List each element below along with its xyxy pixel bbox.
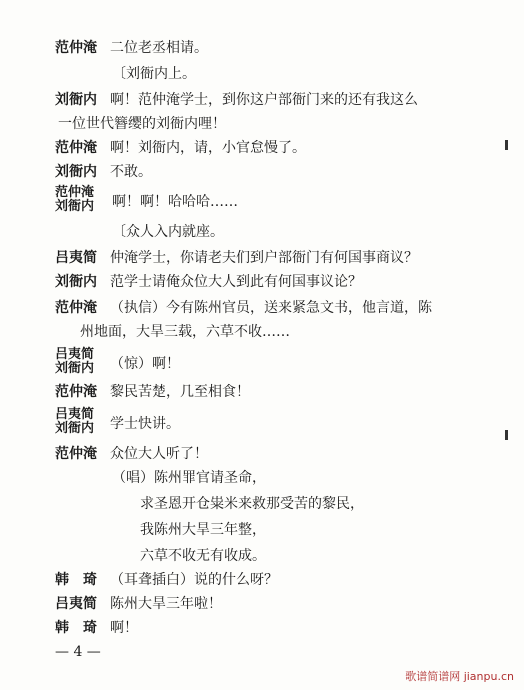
stage-direction: 〔众人入内就座。 bbox=[112, 224, 224, 240]
speaker-label: 刘衙内 bbox=[55, 274, 97, 290]
scan-speck bbox=[505, 140, 508, 150]
lyric-line: 求圣恩开仓粜米来救那受苦的黎民， bbox=[140, 496, 364, 512]
speaker-label: 吕夷简 bbox=[55, 596, 97, 612]
speaker-label: 刘衙内 bbox=[55, 199, 95, 214]
dialogue-text: 众位大人听了！ bbox=[110, 446, 208, 462]
speaker-label: 韩 琦 bbox=[55, 620, 97, 636]
dialogue-text: 学士快讲。 bbox=[110, 416, 180, 432]
dialogue-text: 不敢。 bbox=[110, 164, 152, 180]
dialogue-text: 啊！啊！哈哈哈…… bbox=[112, 194, 238, 210]
dialogue-text: 啊！刘衙内，请，小官怠慢了。 bbox=[110, 140, 306, 156]
lyric-line: 我陈州大旱三年整， bbox=[140, 522, 266, 538]
dialogue-text: 啊！范仲淹学士，到你这户部衙门来的还有我这么 bbox=[110, 92, 418, 108]
speaker-label: 吕夷简 bbox=[55, 250, 97, 266]
dialogue-text: 啊！ bbox=[110, 620, 138, 636]
dialogue-text: 仲淹学士，你请老夫们到户部衙门有何国事商议？ bbox=[110, 250, 418, 266]
speaker-label: 范仲淹 bbox=[55, 185, 95, 200]
speaker-group bbox=[55, 408, 94, 436]
stage-direction: 〔刘衙内上。 bbox=[112, 66, 196, 82]
speaker-label: 刘衙内 bbox=[55, 164, 97, 180]
dialogue-text: （惊）啊！ bbox=[110, 356, 180, 372]
speaker-label: 吕夷简 bbox=[55, 347, 95, 362]
speaker-label: 范仲淹 bbox=[55, 300, 97, 316]
speaker-label: 刘衙内 bbox=[55, 361, 95, 376]
dialogue-text: （执信）今有陈州官员，送来紧急文书，他言道，陈 bbox=[110, 300, 432, 316]
dialogue-continuation: 一位世代簪缨的刘衙内哩！ bbox=[58, 116, 226, 132]
dialogue-text: 范学士请俺众位大人到此有何国事议论？ bbox=[110, 274, 362, 290]
lyric-line: 六草不收无有收成。 bbox=[140, 548, 266, 564]
speaker-label: 范仲淹 bbox=[55, 40, 97, 56]
speaker-group bbox=[55, 348, 94, 376]
speaker-label: 范仲淹 bbox=[55, 384, 97, 400]
speaker-label: 范仲淹 bbox=[55, 140, 97, 156]
dialogue-text: （耳聋插白）说的什么呀？ bbox=[110, 572, 278, 588]
page-number: — 4 — bbox=[55, 644, 101, 660]
speaker-group bbox=[55, 186, 94, 214]
lyric-line: （唱）陈州罪官请圣命， bbox=[112, 470, 266, 486]
speaker-label: 刘衙内 bbox=[55, 92, 97, 108]
dialogue-text: 二位老丞相请。 bbox=[110, 40, 208, 56]
speaker-label: 刘衙内 bbox=[55, 421, 95, 436]
speaker-label: 韩 琦 bbox=[55, 572, 97, 588]
dialogue-text: 陈州大旱三年啦！ bbox=[110, 596, 222, 612]
scan-speck bbox=[505, 430, 508, 440]
dialogue-continuation: 州地面，大旱三载，六草不收…… bbox=[80, 324, 290, 340]
speaker-label: 吕夷简 bbox=[55, 407, 95, 422]
dialogue-text: 黎民苦楚，几至相食！ bbox=[110, 384, 250, 400]
speaker-label: 范仲淹 bbox=[55, 446, 97, 462]
watermark: 歌谱简谱网 jianpu.cn bbox=[405, 670, 514, 683]
